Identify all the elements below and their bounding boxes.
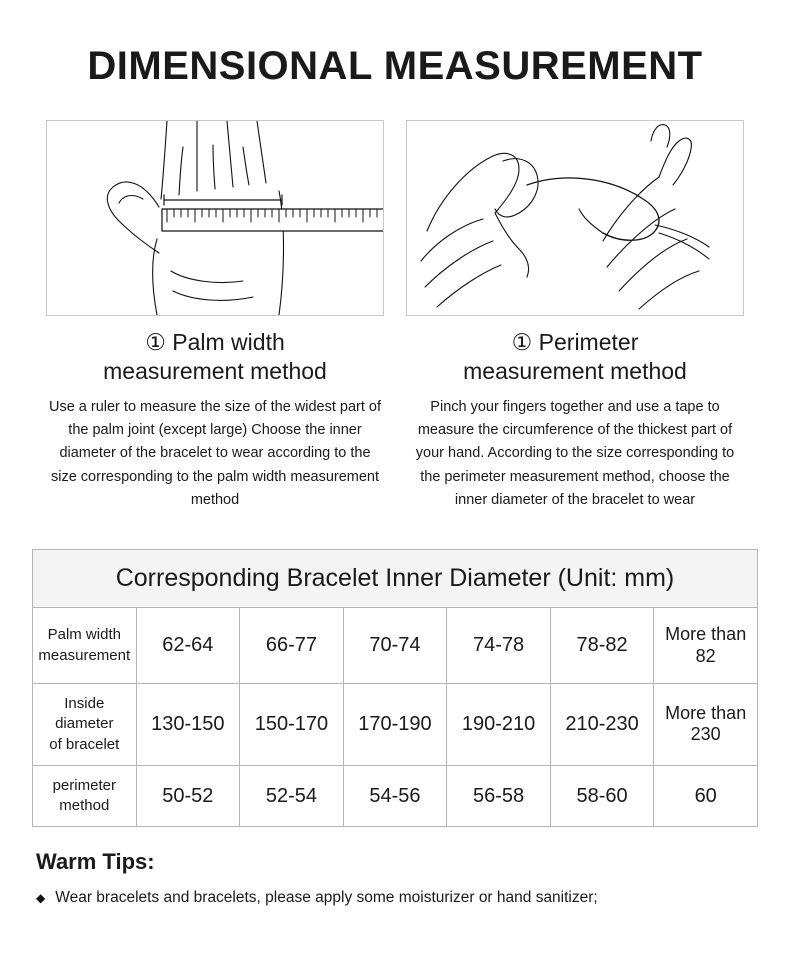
row-header-line2: of bracelet (49, 735, 120, 753)
cell-palm-4: 74-78 (447, 607, 551, 683)
panel-1-description: Use a ruler to measure the size of the widest part of the palm joint (except large) Choose the inner diameter of the bracelet to wear according to the size corresponding to the palm width measurement method (48, 398, 382, 509)
row-header-line1: Palm width (47, 626, 121, 644)
cell-diameter-4: 190-210 (447, 684, 551, 766)
row-header-inside-diameter (33, 684, 137, 766)
cell-diameter-1: 130-150 (136, 684, 240, 766)
table-row (33, 765, 758, 827)
panel-1-caption (46, 328, 384, 386)
row-header-palm-width (33, 607, 137, 683)
page-title: DIMENSIONAL MEASUREMENT (87, 44, 703, 88)
table-row (33, 684, 758, 766)
panel-1-caption-line1: Palm width (172, 329, 285, 355)
warm-tips-section (36, 849, 790, 907)
cell-palm-5: 78-82 (550, 607, 654, 683)
panel-2-marker: ① (511, 329, 533, 355)
bracelet-size-table (32, 549, 758, 827)
cell-palm-1: 62-64 (136, 607, 240, 683)
illustration-panels (0, 120, 790, 513)
cell-perimeter-5: 58-60 (550, 765, 654, 827)
cell-perimeter-6: 60 (654, 765, 758, 827)
warm-tip-text: Wear bracelets and bracelets, please apply some moisturizer or hand sanitizer; (55, 889, 598, 907)
list-item (36, 889, 790, 907)
warm-tips-title: Warm Tips: (36, 849, 155, 875)
table-title-row (33, 549, 758, 607)
row-header-line2: method (59, 797, 110, 815)
size-table-wrapper (32, 549, 758, 827)
cell-perimeter-4: 56-58 (447, 765, 551, 827)
hand-with-tape-illustration (406, 120, 744, 316)
panel-1-caption-line2: measurement method (103, 357, 327, 384)
panel-1-marker: ① (145, 329, 166, 355)
panel-2-caption-line2: measurement method (463, 357, 687, 384)
panel-2-caption (406, 328, 744, 386)
hand-with-ruler-illustration (46, 120, 384, 316)
table-title: Corresponding Bracelet Inner Diameter (Unit: mm) (33, 549, 758, 607)
panel-2-description: Pinch your fingers together and use a tape to measure the circumference of the thickest part of your hand. According to the size corresponding to the perimeter measurement method, choose the inner diameter of the bracelet to wear (415, 398, 735, 509)
table-row (33, 607, 758, 683)
cell-diameter-5: 210-230 (550, 684, 654, 766)
page-root (0, 44, 790, 979)
panel-palm-width (46, 120, 384, 513)
cell-palm-3: 70-74 (343, 607, 447, 683)
row-header-line1: perimeter (52, 776, 116, 794)
cell-perimeter-3: 54-56 (343, 765, 447, 827)
cell-diameter-3: 170-190 (343, 684, 447, 766)
cell-perimeter-1: 50-52 (136, 765, 240, 827)
cell-palm-2: 66-77 (240, 607, 344, 683)
panel-perimeter (406, 120, 744, 513)
cell-perimeter-2: 52-54 (240, 765, 344, 827)
row-header-line1: Inside diameter (55, 695, 114, 733)
row-header-line2: measurement (38, 646, 131, 664)
cell-palm-6: More than 82 (654, 607, 758, 683)
panel-2-caption-line1: Perimeter (538, 329, 639, 355)
cell-diameter-2: 150-170 (240, 684, 344, 766)
row-header-perimeter (33, 765, 137, 827)
diamond-bullet-icon: ◆ (36, 891, 46, 906)
cell-diameter-6: More than 230 (654, 684, 758, 766)
